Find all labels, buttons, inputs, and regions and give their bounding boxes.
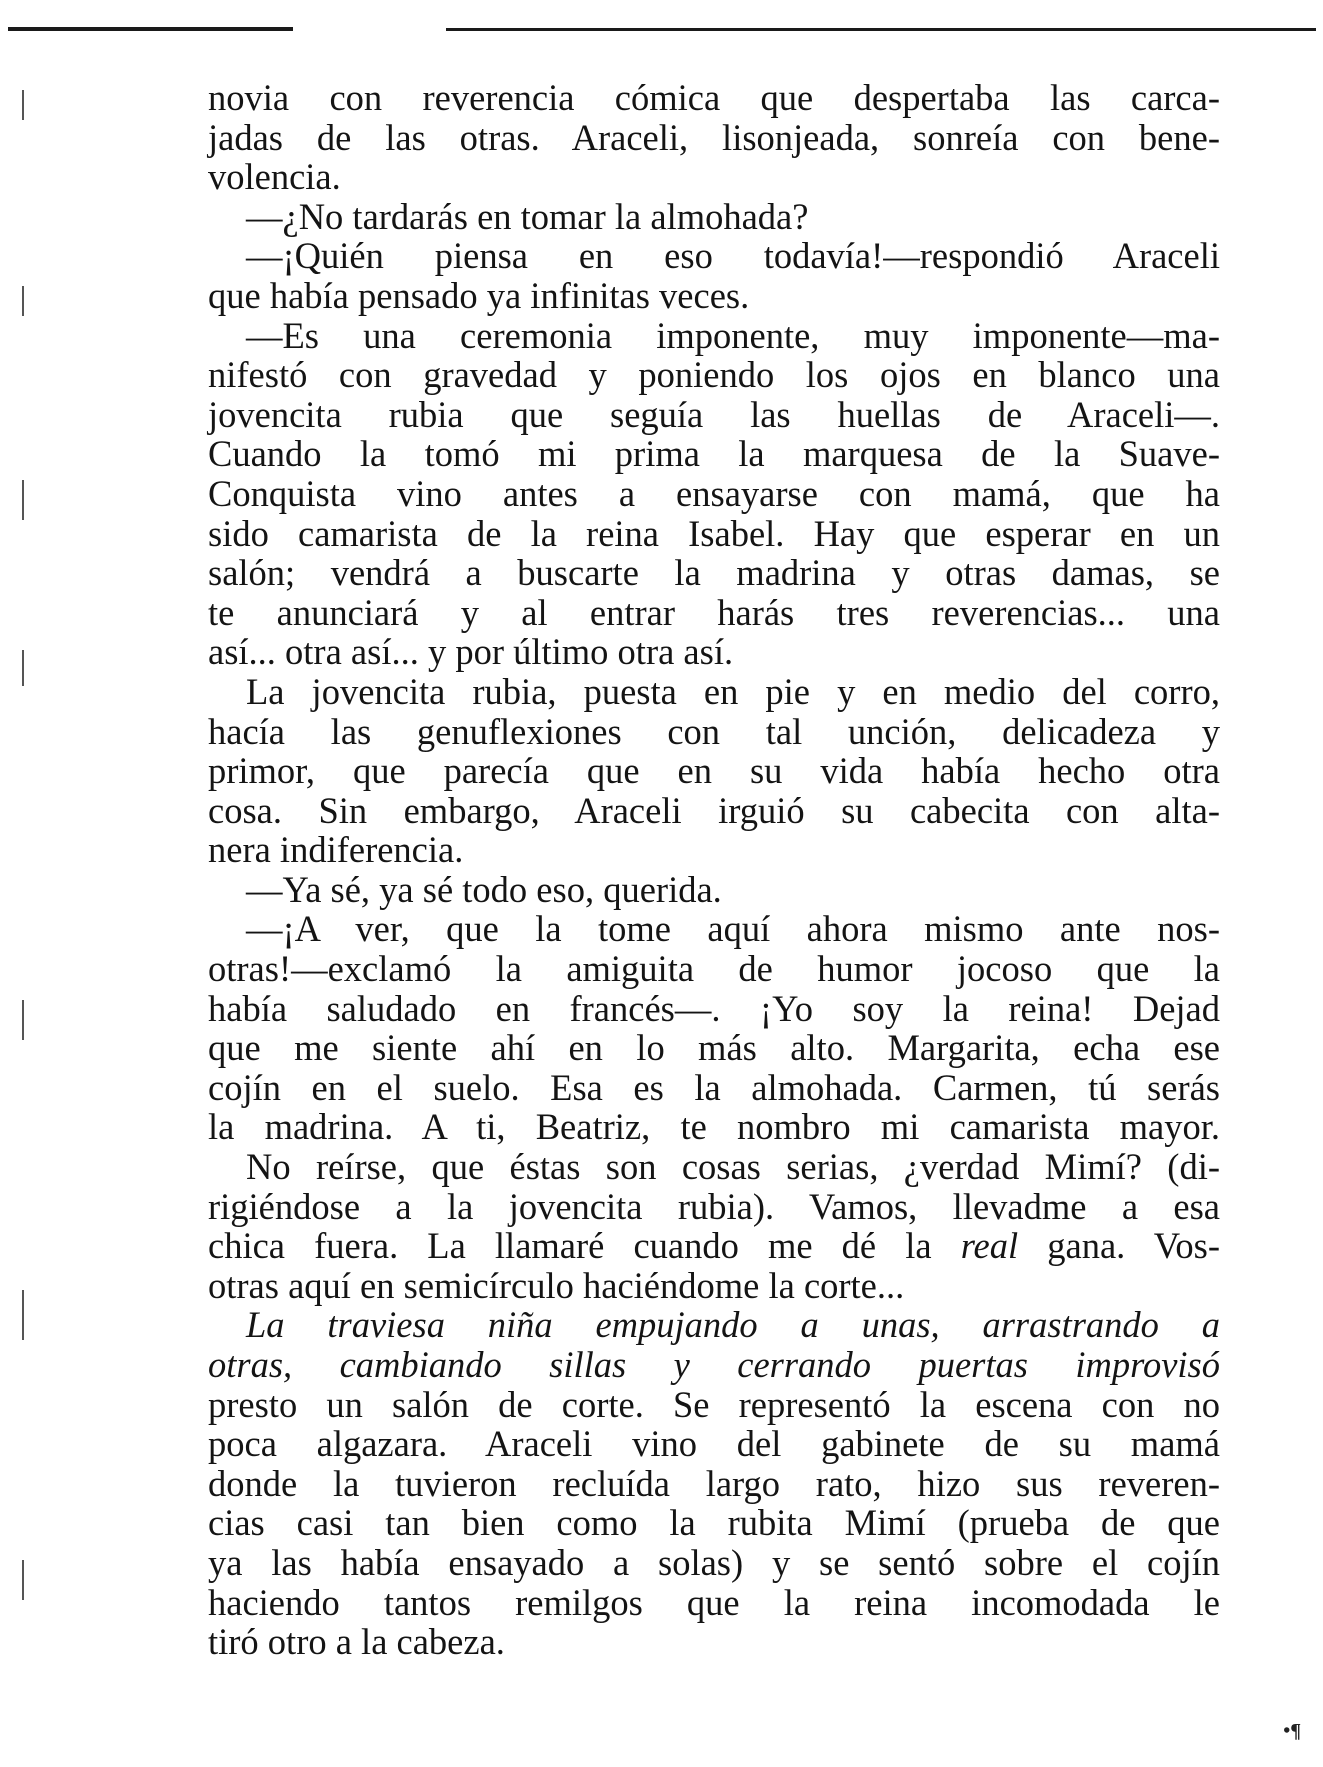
text-line: No reírse, que éstas son cosas serias, ¿verdad Mimí? (di- [246, 1146, 1220, 1188]
top-rule-left [8, 27, 293, 31]
margin-mark [22, 1000, 24, 1040]
text-line: que había pensado ya infinitas veces. [208, 274, 750, 316]
margin-mark [22, 480, 24, 520]
text-line: cojín en el suelo. Esa es la almohada. Carmen, tú serás [208, 1066, 1220, 1108]
text-line: había saludado en francés—. ¡Yo soy la reina! Dejad [208, 987, 1220, 1029]
text-line: cosa. Sin embargo, Araceli irguió su cabecita con alta- [208, 789, 1220, 831]
text-line: cias casi tan bien como la rubita Mimí (prueba de que [208, 1502, 1220, 1544]
text-line: sido camarista de la reina Isabel. Hay que esperar en un [208, 512, 1220, 554]
text-line: poca algazara. Araceli vino del gabinete de su mamá [208, 1423, 1220, 1465]
text-line: —¡A ver, que la tome aquí ahora mismo ante nos- [246, 908, 1220, 950]
margin-mark [22, 1290, 24, 1340]
text-line: te anunciará y al entrar harás tres reverencias... una [208, 591, 1220, 633]
margin-mark [22, 90, 24, 120]
text-line: primor, que parecía que en su vida había hecho otra [208, 750, 1220, 792]
text-line: volencia. [208, 156, 341, 198]
margin-mark [22, 650, 24, 686]
text-line: salón; vendrá a buscarte la madrina y otras damas, se [208, 552, 1220, 594]
text-line: haciendo tantos remilgos que la reina incomodada le [208, 1581, 1220, 1623]
text-line: otras!—exclamó la amiguita de humor jocoso que la [208, 948, 1220, 990]
text-line: Cuando la tomó mi prima la marquesa de la Suave- [208, 433, 1220, 475]
text-line: rigiéndose a la jovencita rubia). Vamos, llevadme a esa [208, 1185, 1220, 1227]
printer-mark: •¶ [1283, 1720, 1301, 1742]
text-line: jovencita rubia que seguía las huellas de Araceli—. [208, 393, 1220, 435]
text-line: ya las había ensayado a solas) y se sentó sobre el cojín [208, 1541, 1220, 1583]
text-line: otras aquí en semicírculo haciéndome la corte... [208, 1264, 905, 1306]
text-line: otras, cambiando sillas y cerrando puertas improvisó [208, 1344, 1220, 1385]
text-line: La jovencita rubia, puesta en pie y en medio del corro, [246, 670, 1220, 712]
italic-word: real [960, 1225, 1019, 1267]
text-line: donde la tuvieron recluída largo rato, hizo sus reveren- [208, 1462, 1220, 1504]
text-segment: gana. Vos- [1018, 1225, 1220, 1267]
text-line: presto un salón de corte. Se representó la escena con no [208, 1383, 1220, 1425]
text-line: tiró otro a la cabeza. [208, 1621, 505, 1663]
text-line: jadas de las otras. Araceli, lisonjeada, sonreía con bene- [208, 116, 1220, 158]
top-rule-right [446, 28, 1316, 31]
text-line: nera indiferencia. [208, 829, 464, 871]
margin-mark [22, 1560, 24, 1600]
text-line: la madrina. A ti, Beatriz, te nombro mi camarista mayor. [208, 1106, 1220, 1148]
text-segment: chica fuera. La llamaré cuando me dé la [208, 1225, 961, 1267]
text-line: —¿No tardarás en tomar la almohada? [246, 195, 809, 237]
text-line: así... otra así... y por último otra así. [208, 631, 734, 673]
text-line: novia con reverencia cómica que despertaba las carca- [208, 77, 1220, 118]
text-line: Conquista vino antes a ensayarse con mamá, que ha [208, 472, 1220, 514]
text-line: —Ya sé, ya sé todo eso, querida. [246, 868, 722, 910]
text-line: nifestó con gravedad y poniendo los ojos en blanco una [208, 354, 1220, 396]
margin-mark [22, 286, 24, 316]
text-line: hacía las genuflexiones con tal unción, delicadeza y [208, 710, 1220, 752]
text-line: La traviesa niña empujando a unas, arrastrando a [246, 1304, 1220, 1346]
body-text [208, 78, 1220, 1662]
text-line: que me siente ahí en lo más alto. Margarita, echa ese [208, 1027, 1220, 1069]
text-line: —Es una ceremonia imponente, muy imponente—ma- [246, 314, 1220, 356]
text-line [208, 1226, 1220, 1266]
text-line: —¡Quién piensa en eso todavía!—respondió Araceli [246, 235, 1220, 277]
